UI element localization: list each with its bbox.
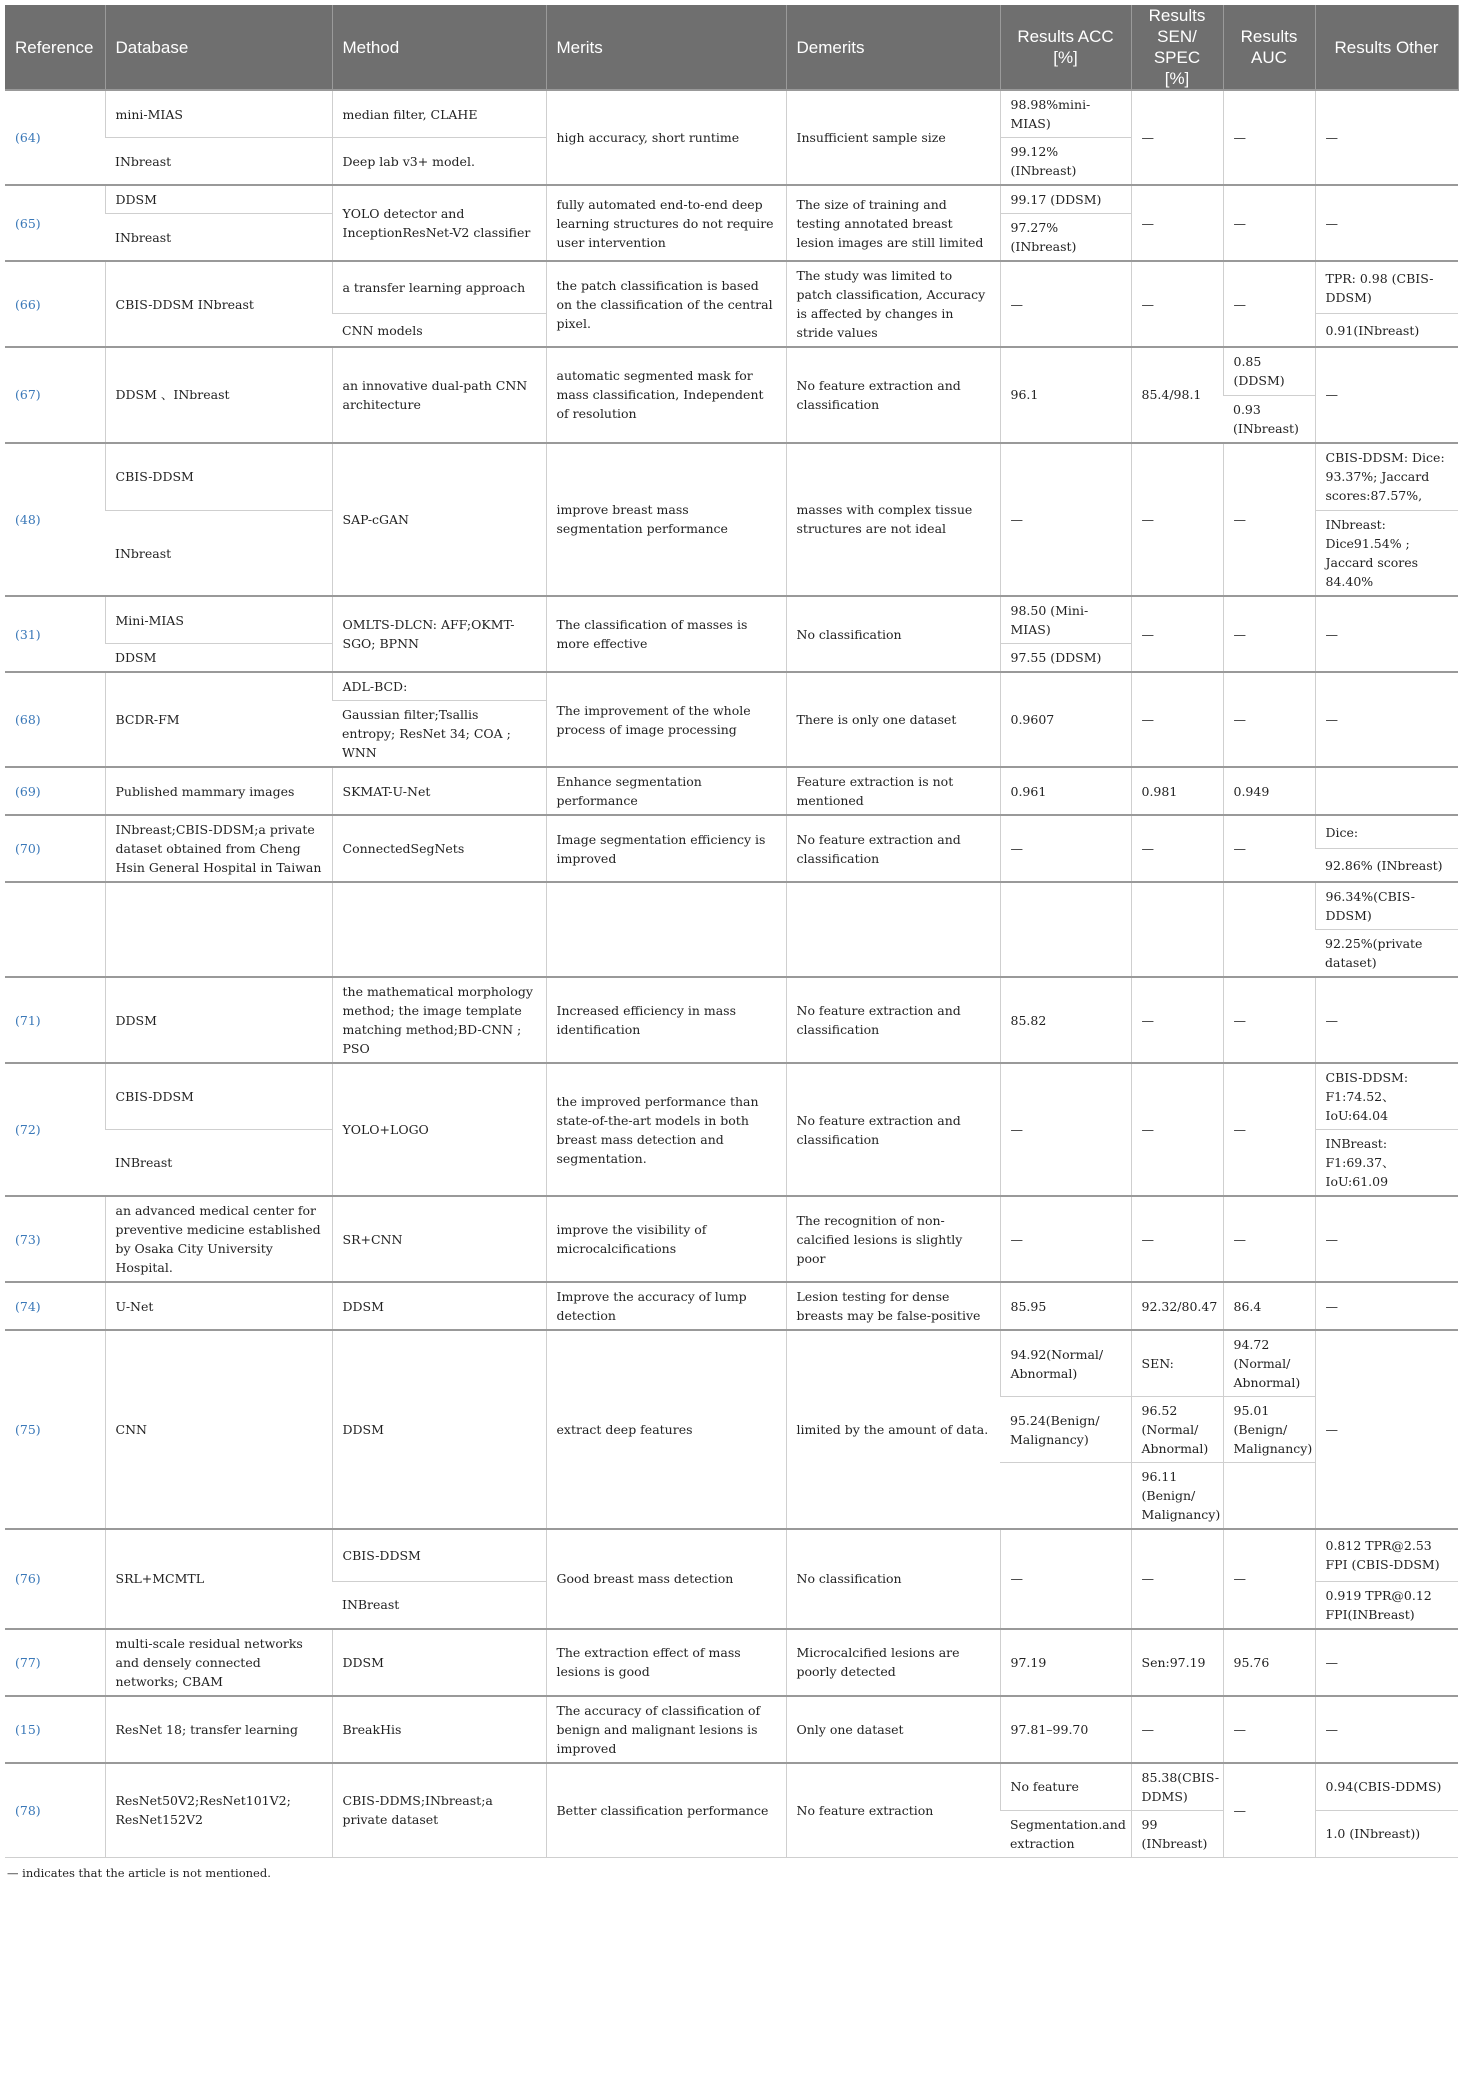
header-demerits: Demerits: [786, 5, 1000, 90]
cell-acc: 0.9607: [1000, 672, 1131, 767]
cell-database: CBIS-DDSM INbreast: [105, 261, 332, 347]
cell-acc: 98.98%mini-MIAS): [1000, 90, 1131, 138]
cell-method: CBIS-DDMS;INbreast;a private dataset: [332, 1763, 546, 1858]
table-row: [5, 261, 1458, 314]
cell-database: Mini-MIAS: [105, 596, 332, 644]
cell-method: median filter, CLAHE: [332, 90, 546, 138]
cell-database: U-Net: [105, 1282, 332, 1330]
cell-merits: Image segmentation efficiency is improved: [546, 815, 786, 882]
cell-database: ResNet 18; transfer learning: [105, 1696, 332, 1763]
header-method: Method: [332, 5, 546, 90]
cell-method: Deep lab v3+ model.: [332, 138, 546, 186]
cell-database: DDSM: [105, 977, 332, 1063]
header-results-acc: Results ACC [%]: [1000, 5, 1131, 90]
cell-merits: the improved performance than state-of-the-art models in both breast mass detection and segmentation.: [546, 1063, 786, 1196]
cell-sen-spec: —: [1131, 261, 1223, 347]
cell-auc: —: [1223, 261, 1315, 347]
cell-other: 0.91(INbreast): [1315, 314, 1458, 347]
cell-sen-spec: —: [1131, 596, 1223, 672]
table-row: [5, 1629, 1458, 1696]
table-body: [5, 90, 1458, 1857]
cell-demerits: Insufficient sample size: [786, 90, 1000, 185]
cell-sen-spec: 96.52 (Normal/ Abnormal): [1131, 1397, 1223, 1463]
cell-other: [1315, 767, 1458, 815]
cell-method: ADL-BCD:: [332, 672, 546, 701]
cell-reference[interactable]: (64): [5, 90, 105, 185]
cell-method: CBIS-DDSM: [332, 1529, 546, 1581]
cell-database: INbreast: [105, 214, 332, 262]
cell-merits: The extraction effect of mass lesions is good: [546, 1629, 786, 1696]
header-results-other: Results Other: [1315, 5, 1458, 90]
cell-auc: —: [1223, 815, 1315, 882]
cell-sen-spec: 99 (INbreast): [1131, 1810, 1223, 1857]
cell-other: INBreast: F1:69.37、IoU:61.09: [1315, 1130, 1458, 1197]
cell-demerits: No feature extraction and classification: [786, 347, 1000, 443]
cell-reference[interactable]: (77): [5, 1629, 105, 1696]
cell-acc: 94.92(Normal/ Abnormal): [1000, 1330, 1131, 1397]
cell-database: INbreast: [105, 511, 332, 597]
cell-reference[interactable]: (65): [5, 185, 105, 261]
cell-other: 0.919 TPR@0.12 FPI(INBreast): [1315, 1581, 1458, 1629]
cell-other: —: [1315, 1330, 1458, 1529]
cell-sen-spec: 85.4/98.1: [1131, 347, 1223, 443]
cell-demerits: Microcalcified lesions are poorly detected: [786, 1629, 1000, 1696]
cell-auc: 94.72 (Normal/ Abnormal): [1223, 1330, 1315, 1397]
cell-method: the mathematical morphology method; the image template matching method;BD-CNN ; PSO: [332, 977, 546, 1063]
cell-merits: improve breast mass segmentation performance: [546, 443, 786, 597]
cell-database: DDSM: [105, 644, 332, 673]
cell-merits: high accuracy, short runtime: [546, 90, 786, 185]
cell-demerits: The recognition of non-calcified lesions is slightly poor: [786, 1196, 1000, 1282]
cell-method: DDSM: [332, 1629, 546, 1696]
cell-other: —: [1315, 347, 1458, 443]
cell-method: YOLO+LOGO: [332, 1063, 546, 1196]
cell-sen-spec: [1131, 882, 1223, 977]
cell-other: INbreast: Dice91.54% ; Jaccard scores 84.40%: [1315, 511, 1458, 597]
cell-method: ConnectedSegNets: [332, 815, 546, 882]
cell-database: DDSM: [105, 185, 332, 214]
cell-other: 0.812 TPR@2.53 FPI (CBIS-DDSM): [1315, 1529, 1458, 1581]
cell-auc: —: [1223, 185, 1315, 261]
cell-demerits: No feature extraction and classification: [786, 815, 1000, 882]
header-reference: Reference: [5, 5, 105, 90]
cell-method: DDSM: [332, 1330, 546, 1529]
cell-acc: No feature: [1000, 1763, 1131, 1811]
table-row: [5, 977, 1458, 1063]
cell-reference[interactable]: (76): [5, 1529, 105, 1629]
cell-acc: —: [1000, 1196, 1131, 1282]
cell-acc: [1000, 882, 1131, 977]
cell-demerits: There is only one dataset: [786, 672, 1000, 767]
cell-database: ResNet50V2;ResNet101V2; ResNet152V2: [105, 1763, 332, 1858]
cell-other: TPR: 0.98 (CBIS-DDSM): [1315, 261, 1458, 314]
cell-reference[interactable]: (70): [5, 815, 105, 882]
cell-sen-spec: —: [1131, 815, 1223, 882]
cell-merits: The classification of masses is more effective: [546, 596, 786, 672]
cell-database: Published mammary images: [105, 767, 332, 815]
cell-sen-spec: —: [1131, 1063, 1223, 1196]
cell-acc: 98.50 (Mini-MIAS): [1000, 596, 1131, 644]
cell-method: Gaussian filter;Tsallis entropy; ResNet 34; COA ; WNN: [332, 701, 546, 768]
cell-demerits: No feature extraction: [786, 1763, 1000, 1858]
header-results-auc: Results AUC: [1223, 5, 1315, 90]
cell-sen-spec: —: [1131, 1696, 1223, 1763]
cell-demerits: No classification: [786, 596, 1000, 672]
cell-reference[interactable]: (74): [5, 1282, 105, 1330]
cell-merits: Improve the accuracy of lump detection: [546, 1282, 786, 1330]
cell-demerits: limited by the amount of data.: [786, 1330, 1000, 1529]
cell-other: 0.94(CBIS-DDMS): [1315, 1763, 1458, 1811]
cell-merits: improve the visibility of microcalcifications: [546, 1196, 786, 1282]
cell-auc: —: [1223, 672, 1315, 767]
cell-merits: Enhance segmentation performance: [546, 767, 786, 815]
cell-reference[interactable]: (69): [5, 767, 105, 815]
cell-method: OMLTS-DLCN: AFF;OKMT-SGO; BPNN: [332, 596, 546, 672]
cell-database: an advanced medical center for preventive medicine established by Osaka City University Hospital.: [105, 1196, 332, 1282]
table-row: [5, 672, 1458, 701]
cell-method: SKMAT-U-Net: [332, 767, 546, 815]
cell-acc: 99.12% (INbreast): [1000, 138, 1131, 186]
comparison-table-container: [5, 5, 1458, 1880]
cell-demerits: No feature extraction and classification: [786, 977, 1000, 1063]
cell-other: —: [1315, 90, 1458, 185]
cell-demerits: No feature extraction and classification: [786, 1063, 1000, 1196]
cell-demerits: No classification: [786, 1529, 1000, 1629]
cell-sen-spec: —: [1131, 185, 1223, 261]
cell-merits: fully automated end-to-end deep learning structures do not require user intervention: [546, 185, 786, 261]
cell-database: SRL+MCMTL: [105, 1529, 332, 1629]
cell-auc: 86.4: [1223, 1282, 1315, 1330]
cell-database: DDSM 、INbreast: [105, 347, 332, 443]
cell-other: —: [1315, 1196, 1458, 1282]
cell-acc: —: [1000, 261, 1131, 347]
cell-database: mini-MIAS: [105, 90, 332, 138]
cell-method: [332, 882, 546, 977]
table-row: [5, 1529, 1458, 1581]
cell-reference[interactable]: (48): [5, 443, 105, 597]
cell-method: a transfer learning approach: [332, 261, 546, 314]
cell-reference[interactable]: (73): [5, 1196, 105, 1282]
cell-sen-spec: Sen:97.19: [1131, 1629, 1223, 1696]
cell-reference[interactable]: (31): [5, 596, 105, 672]
table-row: [5, 443, 1458, 511]
cell-method: CNN models: [332, 314, 546, 347]
table-row: [5, 1763, 1458, 1811]
cell-reference[interactable]: (78): [5, 1763, 105, 1858]
cell-acc: 97.19: [1000, 1629, 1131, 1696]
table-row: [5, 1282, 1458, 1330]
cell-reference[interactable]: (75): [5, 1330, 105, 1529]
cell-acc: 99.17 (DDSM): [1000, 185, 1131, 214]
cell-reference[interactable]: (68): [5, 672, 105, 767]
cell-other: —: [1315, 977, 1458, 1063]
cell-database: INbreast: [105, 138, 332, 186]
cell-merits: extract deep features: [546, 1330, 786, 1529]
table-row: [5, 1196, 1458, 1282]
cell-other: CBIS-DDSM: F1:74.52、IoU:64.04: [1315, 1063, 1458, 1130]
cell-acc: —: [1000, 1529, 1131, 1629]
cell-sen-spec: —: [1131, 672, 1223, 767]
cell-method: DDSM: [332, 1282, 546, 1330]
cell-database: BCDR-FM: [105, 672, 332, 767]
cell-other: —: [1315, 1282, 1458, 1330]
cell-demerits: The study was limited to patch classification, Accuracy is affected by changes in stride values: [786, 261, 1000, 347]
cell-acc: 96.1: [1000, 347, 1131, 443]
cell-sen-spec: —: [1131, 1529, 1223, 1629]
cell-method: an innovative dual-path CNN architecture: [332, 347, 546, 443]
cell-database: CBIS-DDSM: [105, 443, 332, 511]
cell-other: —: [1315, 596, 1458, 672]
cell-sen-spec: —: [1131, 977, 1223, 1063]
cell-acc: —: [1000, 815, 1131, 882]
cell-auc: 0.949: [1223, 767, 1315, 815]
table-row: [5, 767, 1458, 815]
table-header: [5, 5, 1458, 90]
cell-other: 92.86% (INbreast): [1315, 849, 1458, 883]
table-row: [5, 185, 1458, 214]
cell-acc: [1000, 1463, 1131, 1530]
table-row: [5, 882, 1458, 930]
cell-acc: Segmentation.and extraction: [1000, 1810, 1131, 1857]
cell-other: —: [1315, 1696, 1458, 1763]
table-footnote: — indicates that the article is not mentioned.: [7, 1865, 271, 1880]
cell-auc: 95.76: [1223, 1629, 1315, 1696]
cell-merits: Good breast mass detection: [546, 1529, 786, 1629]
table-row: [5, 815, 1458, 849]
cell-reference[interactable]: (66): [5, 261, 105, 347]
table-row: [5, 1063, 1458, 1130]
cell-acc: 95.24(Benign/ Malignancy): [1000, 1397, 1131, 1463]
cell-sen-spec: 96.11 (Benign/ Malignancy): [1131, 1463, 1223, 1530]
cell-method: SAP-cGAN: [332, 443, 546, 597]
cell-other: —: [1315, 185, 1458, 261]
cell-auc: 0.85 (DDSM): [1223, 347, 1315, 395]
cell-other: Dice:: [1315, 815, 1458, 849]
cell-merits: The accuracy of classification of benign and malignant lesions is improved: [546, 1696, 786, 1763]
cell-sen-spec: 92.32/80.47: [1131, 1282, 1223, 1330]
cell-acc: —: [1000, 1063, 1131, 1196]
cell-demerits: Only one dataset: [786, 1696, 1000, 1763]
table-row: [5, 1330, 1458, 1397]
comparison-table: [5, 5, 1459, 1858]
cell-reference[interactable]: (15): [5, 1696, 105, 1763]
cell-acc: 85.82: [1000, 977, 1131, 1063]
cell-sen-spec: 0.981: [1131, 767, 1223, 815]
cell-database: INbreast;CBIS-DDSM;a private dataset obtained from Cheng Hsin General Hospital in Taiwan: [105, 815, 332, 882]
cell-auc: [1223, 1463, 1315, 1530]
cell-auc: 95.01 (Benign/ Malignancy): [1223, 1397, 1315, 1463]
cell-auc: —: [1223, 1696, 1315, 1763]
cell-auc: —: [1223, 1529, 1315, 1629]
cell-acc: 97.55 (DDSM): [1000, 644, 1131, 673]
cell-database: multi-scale residual networks and densely connected networks; CBAM: [105, 1629, 332, 1696]
cell-auc: —: [1223, 443, 1315, 597]
header-merits: Merits: [546, 5, 786, 90]
cell-reference[interactable]: (67): [5, 347, 105, 443]
cell-other: 96.34%(CBIS-DDSM): [1315, 882, 1458, 930]
table-row: [5, 347, 1458, 395]
cell-merits: The improvement of the whole process of image processing: [546, 672, 786, 767]
cell-other: 92.25%(private dataset): [1315, 930, 1458, 978]
cell-merits: Increased efficiency in mass identification: [546, 977, 786, 1063]
table-row: [5, 1696, 1458, 1763]
cell-auc: —: [1223, 90, 1315, 185]
cell-auc: [1223, 882, 1315, 977]
cell-demerits: The size of training and testing annotated breast lesion images are still limited: [786, 185, 1000, 261]
cell-auc: —: [1223, 1063, 1315, 1196]
cell-other: —: [1315, 1629, 1458, 1696]
cell-sen-spec: —: [1131, 1196, 1223, 1282]
cell-sen-spec: SEN:: [1131, 1330, 1223, 1397]
header-results-sen-spec: Results SEN/ SPEC [%]: [1131, 5, 1223, 90]
cell-database: INBreast: [105, 1130, 332, 1197]
cell-acc: 0.961: [1000, 767, 1131, 815]
cell-merits: [546, 882, 786, 977]
cell-sen-spec: —: [1131, 90, 1223, 185]
cell-merits: Better classification performance: [546, 1763, 786, 1858]
cell-database: CNN: [105, 1330, 332, 1529]
cell-other: CBIS-DDSM: Dice: 93.37%; Jaccard scores:87.57%,: [1315, 443, 1458, 511]
table-row: [5, 596, 1458, 644]
cell-method: YOLO detector and InceptionResNet-V2 classifier: [332, 185, 546, 261]
cell-merits: automatic segmented mask for mass classification, Independent of resolution: [546, 347, 786, 443]
cell-demerits: [786, 882, 1000, 977]
cell-reference: [5, 882, 105, 977]
cell-auc: 0.93 (INbreast): [1223, 395, 1315, 443]
cell-auc: —: [1223, 596, 1315, 672]
cell-auc: —: [1223, 1196, 1315, 1282]
cell-acc: —: [1000, 443, 1131, 597]
cell-demerits: masses with complex tissue structures are not ideal: [786, 443, 1000, 597]
cell-acc: 97.81–99.70: [1000, 1696, 1131, 1763]
table-row: [5, 90, 1458, 138]
cell-database: [105, 882, 332, 977]
cell-reference[interactable]: (72): [5, 1063, 105, 1196]
cell-auc: —: [1223, 1763, 1315, 1858]
cell-method: INBreast: [332, 1581, 546, 1629]
cell-merits: the patch classification is based on the classification of the central pixel.: [546, 261, 786, 347]
cell-database: CBIS-DDSM: [105, 1063, 332, 1130]
cell-acc: 85.95: [1000, 1282, 1131, 1330]
cell-reference[interactable]: (71): [5, 977, 105, 1063]
cell-demerits: Lesion testing for dense breasts may be false-positive: [786, 1282, 1000, 1330]
cell-sen-spec: —: [1131, 443, 1223, 597]
cell-other: —: [1315, 672, 1458, 767]
header-database: Database: [105, 5, 332, 90]
cell-other: 1.0 (INbreast)): [1315, 1810, 1458, 1857]
cell-acc: 97.27% (INbreast): [1000, 214, 1131, 262]
cell-demerits: Feature extraction is not mentioned: [786, 767, 1000, 815]
cell-method: SR+CNN: [332, 1196, 546, 1282]
cell-method: BreakHis: [332, 1696, 546, 1763]
cell-auc: —: [1223, 977, 1315, 1063]
cell-sen-spec: 85.38(CBIS-DDMS): [1131, 1763, 1223, 1811]
